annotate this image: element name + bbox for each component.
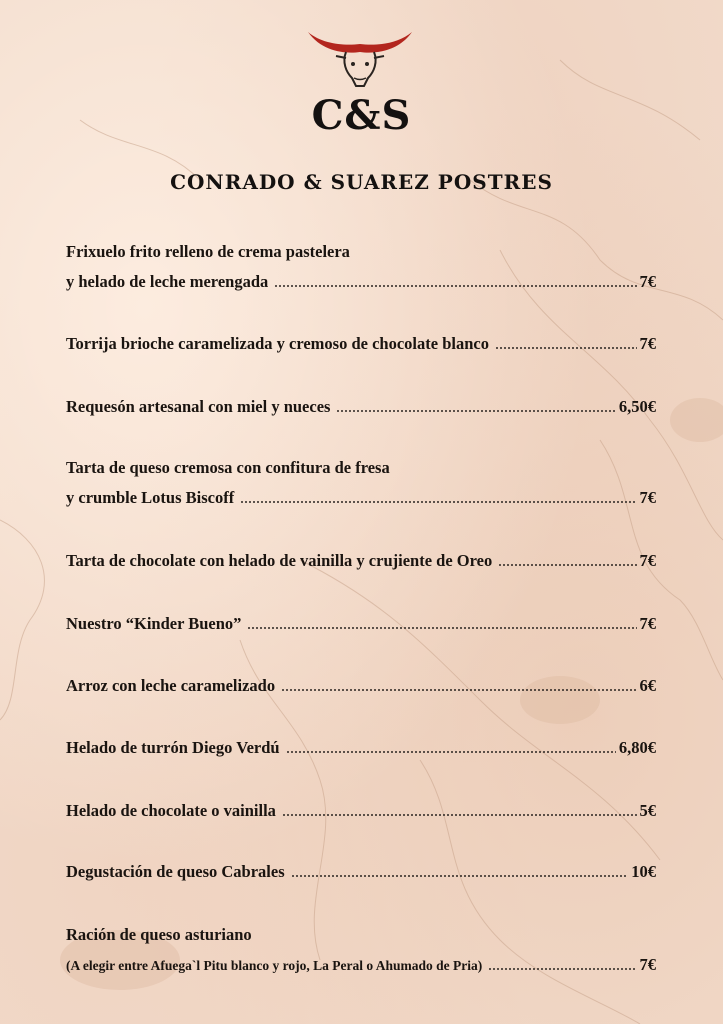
menu-item bbox=[66, 920, 656, 980]
item-name: Arroz con leche caramelizado bbox=[66, 676, 276, 695]
item-name: Frixuelo frito relleno de crema pastelera bbox=[66, 242, 350, 261]
dot-leader bbox=[281, 689, 636, 691]
bull-head-icon bbox=[306, 28, 414, 88]
menu-item bbox=[66, 329, 656, 359]
item-name: Helado de turrón Diego Verdú bbox=[66, 738, 280, 757]
dot-leader bbox=[498, 564, 636, 566]
item-name: y helado de leche merengada bbox=[66, 272, 269, 291]
dot-leader bbox=[274, 285, 636, 287]
menu-item bbox=[66, 733, 656, 763]
menu-item bbox=[66, 546, 656, 576]
item-price: 6€ bbox=[639, 676, 656, 695]
item-name: Helado de chocolate o vainilla bbox=[66, 801, 276, 820]
menu-subtitle: CONRADO & SUAREZ POSTRES bbox=[170, 170, 553, 194]
item-price: 6,80€ bbox=[618, 738, 656, 757]
item-price: 7€ bbox=[639, 551, 656, 570]
item-price: 6,50€ bbox=[618, 397, 656, 416]
item-name: Ración de queso asturiano bbox=[66, 925, 252, 944]
brand-title: C&S bbox=[311, 92, 412, 139]
item-name: y crumble Lotus Biscoff bbox=[66, 488, 235, 507]
item-price: 10€ bbox=[631, 862, 656, 881]
item-note: (A elegir entre Afuega`l Pitu blanco y rojo, La Peral o Ahumado de Pria) bbox=[66, 958, 483, 973]
menu-item bbox=[66, 237, 656, 297]
menu-item bbox=[66, 671, 656, 701]
dot-leader bbox=[495, 347, 637, 349]
menu-item bbox=[66, 453, 656, 513]
item-name: Tarta de queso cremosa con confitura de fresa bbox=[66, 458, 390, 477]
menu-item bbox=[66, 796, 656, 826]
menu-item bbox=[66, 392, 656, 422]
menu-item bbox=[66, 857, 656, 887]
dot-leader bbox=[247, 627, 636, 629]
item-price: 7€ bbox=[639, 955, 656, 974]
item-name: Tarta de chocolate con helado de vainilla y crujiente de Oreo bbox=[66, 551, 493, 570]
dot-leader bbox=[488, 968, 636, 970]
dot-leader bbox=[291, 875, 629, 877]
item-price: 7€ bbox=[639, 272, 656, 291]
dot-leader bbox=[286, 751, 616, 753]
item-price: 7€ bbox=[639, 614, 656, 633]
item-name: Degustación de queso Cabrales bbox=[66, 862, 285, 881]
dot-leader bbox=[336, 410, 615, 412]
dot-leader bbox=[240, 501, 636, 503]
dot-leader bbox=[282, 814, 637, 816]
item-name: Torrija brioche caramelizada y cremoso de chocolate blanco bbox=[66, 334, 489, 353]
item-name: Nuestro “Kinder Bueno” bbox=[66, 614, 242, 633]
item-price: 7€ bbox=[639, 334, 656, 353]
item-price: 5€ bbox=[639, 801, 656, 820]
menu-item bbox=[66, 609, 656, 639]
item-name: Requesón artesanal con miel y nueces bbox=[66, 397, 331, 416]
item-price: 7€ bbox=[639, 488, 656, 507]
